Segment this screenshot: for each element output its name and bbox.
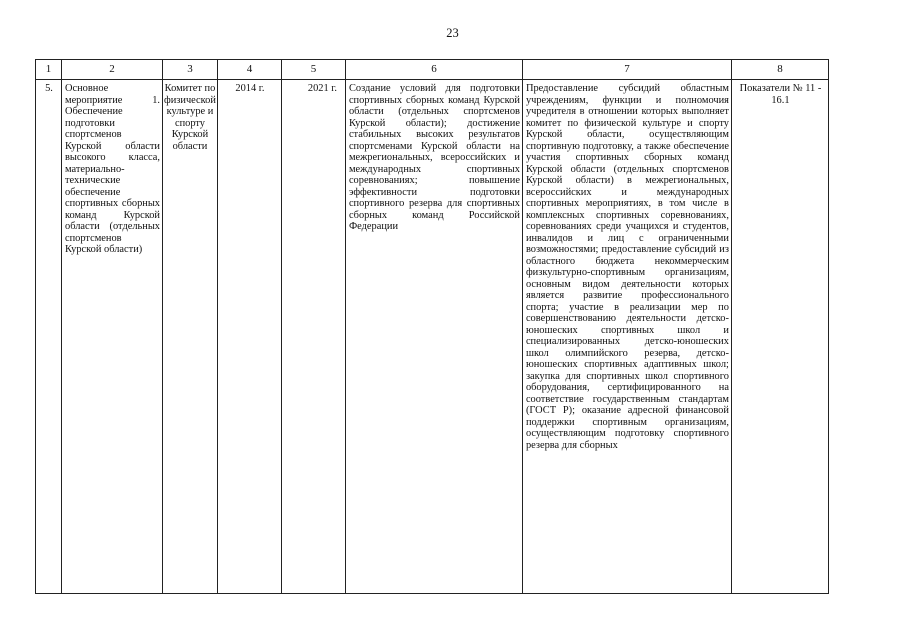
header-cell-2: 2	[62, 60, 163, 80]
program-table	[35, 59, 829, 594]
header-cell-1: 1	[36, 60, 62, 80]
result-cell	[345, 80, 522, 594]
executor: Комитет по физической культуре и спорту Курской области	[164, 83, 216, 152]
header-cell-8: 8	[731, 60, 828, 80]
activities-cell	[522, 80, 731, 594]
activities: Предоставление субсидий областным учреждениям, функции и полномочия учредителя в отношении которых выполняет комитет по физической культуре и спорту Курской области, осуществляющим спортивную подготовку, а также обеспечение участия спортивных сборных команд Курской области (отдельных спортсменов Курской области) в межрегиональных, всероссийских и международных спортивных мероприятиях, в том числе в комплексных спортивных соревнованиях, соревнованиях среди учащихся и студентов, инвалидов и лиц с ограниченными возможностями; предоставление субсидий из областного бюджета некоммерческим физкультурно-спортивным организациям, основным видом деятельности которых является развитие профессионального спорта; участие в реализации мер по совершенствованию деятельности детско-юношеских спортивных школ и специализированных детско-юношеских школ олимпийского резерва, детско-юношеских спортивных адаптивных школ; закупка для спортивных школ спортивного оборудования, сертифицированного на соответствие государственным стандартам (ГОСТ Р); оказание адресной финансовой поддержки спортивным организациям, осуществляющим подготовку спортивного резерва для сборных	[525, 83, 729, 451]
header-cell-5: 5	[281, 60, 345, 80]
header-cell-3: 3	[163, 60, 218, 80]
page-number: 23	[446, 26, 459, 40]
expected-result: Создание условий для подготовки спортивных сборных команд Курской области (отдельных спортсменов Курской области); достижение стабильных высоких результатов спортсменами Курской области на межрегиональных, всероссийских и международных спортивных соревнованиях; повышение эффективности подготовки спортивного резерва для спортивных сборных команд Российской Федерации	[348, 83, 520, 232]
header-cell-6: 6	[345, 60, 522, 80]
row-number: 5.	[45, 83, 53, 94]
header-cell-7: 7	[522, 60, 731, 80]
executor-cell	[163, 80, 218, 594]
header-cell-4: 4	[217, 60, 281, 80]
event-name: Основное мероприятие 1. Обеспечение подготовки спортсменов Курской области высокого класса, материально-технические обеспечение спортивных сборных команд Курской области (отдельных спортсменов Курской области)	[65, 83, 160, 255]
start-year: 2014 г.	[235, 83, 265, 94]
table-row	[36, 80, 829, 594]
end-year: 2021 г.	[307, 83, 337, 94]
indicators-cell	[731, 80, 828, 594]
row-number-cell	[36, 80, 62, 594]
header-row	[36, 60, 829, 80]
start-year-cell	[217, 80, 281, 594]
event-cell	[62, 80, 163, 594]
indicators: Показатели № 11 - 16.1	[739, 83, 822, 106]
end-year-cell	[281, 80, 345, 594]
